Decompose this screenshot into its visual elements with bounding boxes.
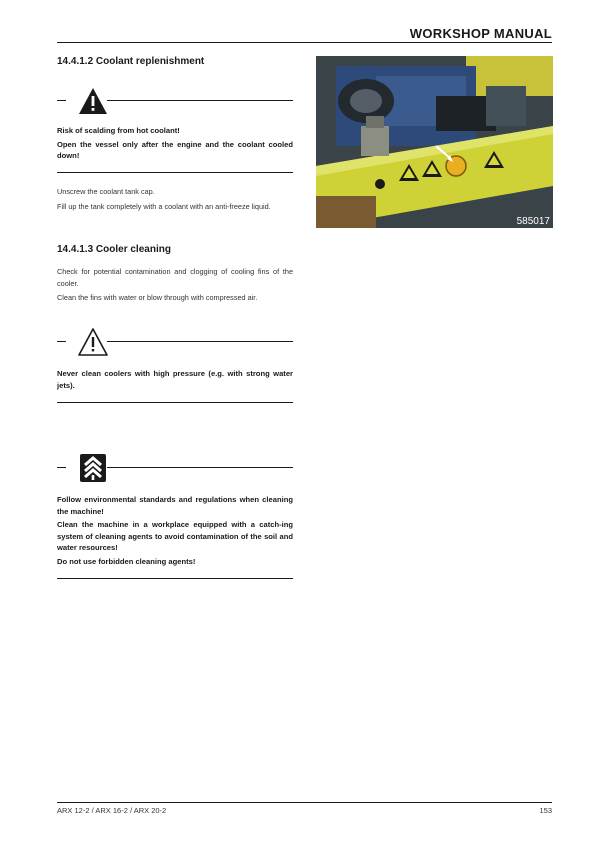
instruction-text: Check for potential contamination and clogging of cooling fins of the cooler.	[57, 267, 293, 288]
warning-symbol-row	[57, 86, 293, 116]
caution-block	[57, 368, 293, 391]
environment-text: Clean the machine in a workplace equipped with a catch-ing system of cleaning agents to avoid contamination of the soil and water resources!	[57, 520, 293, 552]
warning-triangle-icon	[78, 86, 108, 116]
caution-triangle-icon	[78, 327, 108, 357]
environment-block	[57, 494, 293, 567]
section-heading-cooler	[57, 244, 293, 255]
heading-cooler-cleaning: 14.4.1.3 Cooler cleaning	[57, 244, 171, 255]
environment-symbol-row	[57, 453, 293, 483]
instruction-text: Fill up the tank completely with a coolant with an anti-freeze liquid.	[57, 201, 271, 211]
coolant-instructions	[57, 186, 293, 212]
rule-dash	[57, 100, 66, 101]
page-number: 153	[539, 806, 552, 815]
rule-line	[107, 100, 293, 101]
caution-symbol-row	[57, 327, 293, 357]
warning-end-rule	[57, 172, 293, 173]
engine-photo	[316, 56, 553, 228]
header-title: WORKSHOP MANUAL	[409, 26, 552, 41]
warning-block	[57, 125, 293, 162]
footer-rule	[57, 802, 552, 803]
heading-coolant-replenishment: 14.4.1.2 Coolant replenishment	[57, 56, 205, 67]
warning-text: Open the vessel only after the engine and the coolant cooled down!	[57, 139, 293, 160]
rule-line	[107, 467, 293, 468]
rule-dash	[57, 341, 66, 342]
warning-text: Risk of scalding from hot coolant!	[57, 126, 180, 135]
environment-icon	[78, 453, 108, 483]
environment-text: Follow environmental standards and regulations when cleaning the machine!	[57, 495, 293, 516]
header-rule	[57, 42, 552, 43]
figure-number: 585017	[516, 216, 550, 227]
environment-text: Do not use forbidden cleaning agents!	[57, 556, 196, 566]
caution-end-rule	[57, 402, 293, 403]
caution-text: Never clean coolers with high pressure (e.g. with strong water jets).	[57, 369, 293, 390]
rule-line	[107, 341, 293, 342]
footer-models: ARX 12-2 / ARX 16-2 / ARX 20-2	[57, 806, 167, 815]
engine-illustration	[316, 56, 553, 228]
section-heading-coolant	[57, 56, 293, 67]
instruction-text: Clean the fins with water or blow through with compressed air.	[57, 293, 258, 302]
rule-dash	[57, 467, 66, 468]
environment-end-rule	[57, 578, 293, 579]
cooler-instructions	[57, 266, 293, 304]
instruction-text: Unscrew the coolant tank cap.	[57, 187, 155, 196]
